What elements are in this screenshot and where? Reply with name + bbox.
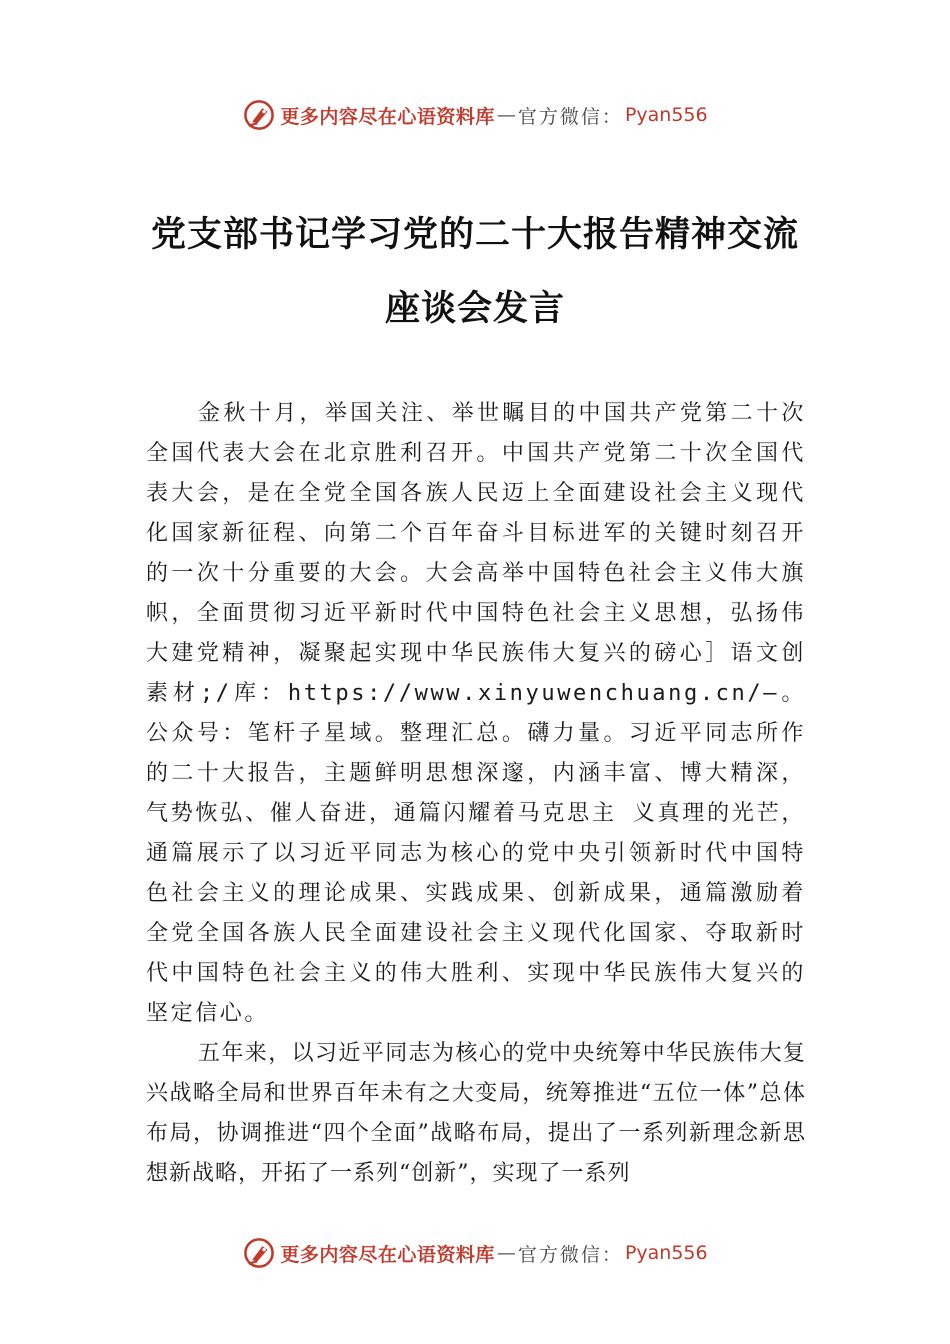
- banner-text: 更多内容尽在心语资料库: [280, 105, 495, 128]
- banner-wechat-label: 官方微信：: [517, 1243, 623, 1266]
- document-title: [100, 198, 850, 346]
- banner-wechat-id: Pyan556: [624, 104, 708, 126]
- title-line-1: 党支部书记学习党的二十大报告精神交流: [150, 214, 799, 255]
- title-line-2: 座谈会发言: [384, 288, 565, 329]
- document-body: [146, 394, 806, 1194]
- paragraph-1: 金秋十月，举国关注、举世瞩目的中国共产党第二十次全国代表大会在北京胜利召开。中国共产党第二十次全国代表大会，是在全党全国各族人民迈上全面建设社会主义现代化国家新征程、向第二个百年奋斗目标进军的关键时刻召开的一次十分重要的大会。大会高举中国特色社会主义伟大旗帜，全面贯彻习近平新时代中国特色社会主义思想，弘扬伟大建党精神，凝聚起实现中华民族伟大复兴的磅心］语文创素材;/库：https://www.xinyuwenchuang.cn/—。公众号：笔杆子星域。整理汇总。礴力量。习近平同志所作的二十大报告，主题鲜明思想深邃，内涵丰富、博大精深，气势恢弘、催人奋进，通篇闪耀着马克思主 义真理的光芒，通篇展示了以习近平同志为核心的党中央引领新时代中国特色社会主义的理论成果、实践成果、创新成果，通篇激励着全党全国各族人民全面建设社会主义现代化国家、夺取新时代中国特色社会主义的伟大胜利、实现中华民族伟大复兴的坚定信心。: [146, 401, 806, 1026]
- banner-separator: —: [496, 1242, 516, 1264]
- pen-nib-logo-icon: [242, 1236, 276, 1270]
- banner-text: 更多内容尽在心语资料库: [280, 1243, 495, 1266]
- paragraph-2: 五年来，以习近平同志为核心的党中央统筹中华民族伟大复兴战略全局和世界百年未有之大变局，统筹推进“五位一体”总体布局，协调推进“四个全面”战略布局，提出了一系列新理念新思想新战略，开拓了一系列“创新”，实现了一系列: [146, 1041, 806, 1186]
- banner-wechat-label: 官方微信：: [517, 105, 623, 128]
- header-banner: [0, 95, 950, 135]
- footer-banner: [0, 1233, 950, 1273]
- banner-wechat-id: Pyan556: [624, 1242, 708, 1264]
- pen-nib-logo-icon: [242, 98, 276, 132]
- banner-separator: —: [496, 104, 516, 126]
